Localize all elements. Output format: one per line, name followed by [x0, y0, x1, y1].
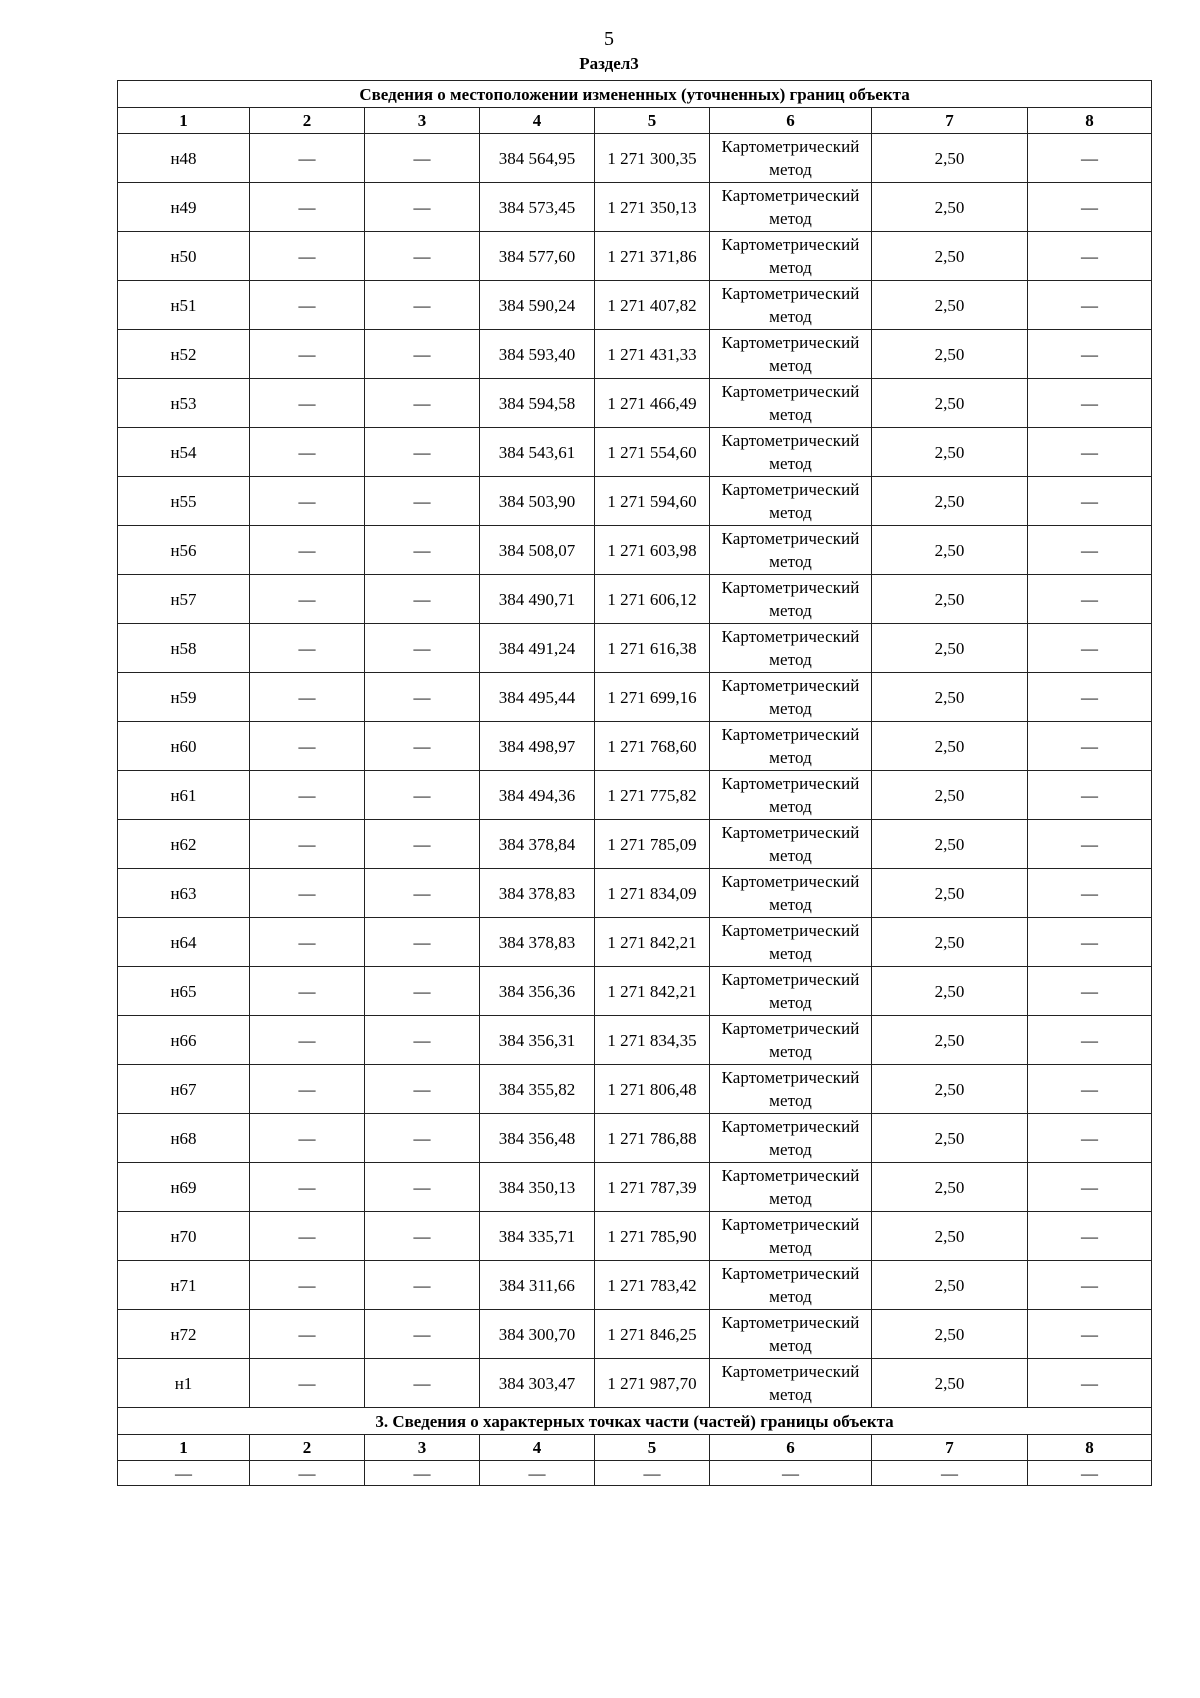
accuracy: 2,50 — [872, 232, 1028, 281]
point-id: н50 — [118, 232, 250, 281]
accuracy: 2,50 — [872, 1212, 1028, 1261]
x-coordinate: 384 491,24 — [480, 624, 595, 673]
y-coordinate: 1 271 785,90 — [595, 1212, 710, 1261]
point-id: н66 — [118, 1016, 250, 1065]
accuracy: 2,50 — [872, 134, 1028, 183]
boundary-table — [117, 80, 1152, 1486]
y-coordinate: 1 271 431,33 — [595, 330, 710, 379]
x-coordinate: 384 590,24 — [480, 281, 595, 330]
col8-value: — — [1028, 820, 1152, 869]
method: Картометрический метод — [710, 575, 872, 624]
y-coordinate: 1 271 787,39 — [595, 1163, 710, 1212]
method: Картометрический метод — [710, 134, 872, 183]
table-row — [118, 526, 1152, 575]
table-row — [118, 624, 1152, 673]
col8-value: — — [1028, 1114, 1152, 1163]
col3-value: — — [365, 1016, 480, 1065]
accuracy: 2,50 — [872, 771, 1028, 820]
col8-value: — — [1028, 771, 1152, 820]
point-id: н1 — [118, 1359, 250, 1408]
col2-value: — — [250, 624, 365, 673]
parts-column-number-5: 5 — [595, 1435, 710, 1461]
col3-value: — — [365, 575, 480, 624]
x-coordinate: 384 494,36 — [480, 771, 595, 820]
col2-value: — — [250, 330, 365, 379]
point-id: н52 — [118, 330, 250, 379]
x-coordinate: 384 356,48 — [480, 1114, 595, 1163]
col2-value: — — [250, 1261, 365, 1310]
col8-value: — — [1028, 869, 1152, 918]
y-coordinate: 1 271 350,13 — [595, 183, 710, 232]
col2-value: — — [250, 1310, 365, 1359]
y-coordinate: 1 271 699,16 — [595, 673, 710, 722]
table-row — [118, 428, 1152, 477]
x-coordinate: 384 508,07 — [480, 526, 595, 575]
y-coordinate: 1 271 834,35 — [595, 1016, 710, 1065]
method: Картометрический метод — [710, 1065, 872, 1114]
col8-value: — — [1028, 1016, 1152, 1065]
col2-value: — — [250, 575, 365, 624]
accuracy: 2,50 — [872, 1261, 1028, 1310]
x-coordinate: 384 355,82 — [480, 1065, 595, 1114]
col3-value: — — [365, 624, 480, 673]
method: Картометрический метод — [710, 232, 872, 281]
accuracy: 2,50 — [872, 820, 1028, 869]
method: Картометрический метод — [710, 1016, 872, 1065]
parts-column-number-6: 6 — [710, 1435, 872, 1461]
y-coordinate: 1 271 786,88 — [595, 1114, 710, 1163]
x-coordinate: 384 564,95 — [480, 134, 595, 183]
point-id: н55 — [118, 477, 250, 526]
y-coordinate: 1 271 371,86 — [595, 232, 710, 281]
method: Картометрический метод — [710, 820, 872, 869]
x-coordinate: 384 350,13 — [480, 1163, 595, 1212]
section-title: Раздел3 — [579, 54, 639, 73]
col8-value: — — [1028, 1359, 1152, 1408]
x-coordinate: 384 573,45 — [480, 183, 595, 232]
accuracy: 2,50 — [872, 281, 1028, 330]
col2-value: — — [250, 673, 365, 722]
col3-value: — — [365, 526, 480, 575]
column-number-6: 6 — [710, 108, 872, 134]
point-id: н68 — [118, 1114, 250, 1163]
method: Картометрический метод — [710, 526, 872, 575]
col8-value: — — [1028, 526, 1152, 575]
method: Картометрический метод — [710, 624, 872, 673]
column-number-5: 5 — [595, 108, 710, 134]
parts-column-numbers-row — [118, 1435, 1152, 1461]
col3-value: — — [365, 1065, 480, 1114]
col2-value: — — [250, 967, 365, 1016]
point-id: н49 — [118, 183, 250, 232]
col2-value: — — [250, 1065, 365, 1114]
col2-value: — — [250, 869, 365, 918]
x-coordinate: 384 300,70 — [480, 1310, 595, 1359]
method: Картометрический метод — [710, 428, 872, 477]
point-id: н48 — [118, 134, 250, 183]
table-row — [118, 918, 1152, 967]
point-id: н60 — [118, 722, 250, 771]
col2-value: — — [250, 918, 365, 967]
table-row — [118, 722, 1152, 771]
col8-value: — — [1028, 330, 1152, 379]
method: Картометрический метод — [710, 1114, 872, 1163]
method: Картометрический метод — [710, 673, 872, 722]
col3-value: — — [365, 722, 480, 771]
col3-value: — — [365, 967, 480, 1016]
point-id: н57 — [118, 575, 250, 624]
table-row — [118, 1212, 1152, 1261]
accuracy: 2,50 — [872, 379, 1028, 428]
page-number: 5 — [604, 28, 614, 50]
point-id: н58 — [118, 624, 250, 673]
x-coordinate: 384 311,66 — [480, 1261, 595, 1310]
point-id: н56 — [118, 526, 250, 575]
parts-caption-row — [118, 1408, 1152, 1435]
accuracy: 2,50 — [872, 1310, 1028, 1359]
table-row — [118, 1163, 1152, 1212]
accuracy: 2,50 — [872, 1163, 1028, 1212]
point-id: н59 — [118, 673, 250, 722]
parts-empty-row — [118, 1461, 1152, 1486]
col8-value: — — [1028, 673, 1152, 722]
col8-value: — — [1028, 281, 1152, 330]
accuracy: 2,50 — [872, 330, 1028, 379]
method: Картометрический метод — [710, 183, 872, 232]
point-id: н51 — [118, 281, 250, 330]
y-coordinate: 1 271 407,82 — [595, 281, 710, 330]
x-coordinate: 384 335,71 — [480, 1212, 595, 1261]
col2-value: — — [250, 771, 365, 820]
col8-value: — — [1028, 967, 1152, 1016]
col8-value: — — [1028, 722, 1152, 771]
accuracy: 2,50 — [872, 1359, 1028, 1408]
x-coordinate: 384 378,83 — [480, 918, 595, 967]
method: Картометрический метод — [710, 330, 872, 379]
point-id: н54 — [118, 428, 250, 477]
col8-value: — — [1028, 624, 1152, 673]
parts-column-number-2: 2 — [250, 1435, 365, 1461]
point-id: н71 — [118, 1261, 250, 1310]
accuracy: 2,50 — [872, 526, 1028, 575]
table-row — [118, 967, 1152, 1016]
col2-value: — — [250, 232, 365, 281]
col3-value: — — [365, 1212, 480, 1261]
table-row — [118, 232, 1152, 281]
column-number-1: 1 — [118, 108, 250, 134]
col8-value: — — [1028, 232, 1152, 281]
y-coordinate: 1 271 466,49 — [595, 379, 710, 428]
col3-value: — — [365, 428, 480, 477]
col3-value: — — [365, 281, 480, 330]
col8-value: — — [1028, 1163, 1152, 1212]
col2-value: — — [250, 134, 365, 183]
column-number-3: 3 — [365, 108, 480, 134]
table-row — [118, 820, 1152, 869]
x-coordinate: 384 495,44 — [480, 673, 595, 722]
parts-column-number-3: 3 — [365, 1435, 480, 1461]
accuracy: 2,50 — [872, 918, 1028, 967]
col3-value: — — [365, 820, 480, 869]
col2-value: — — [250, 281, 365, 330]
col8-value: — — [1028, 1261, 1152, 1310]
y-coordinate: 1 271 785,09 — [595, 820, 710, 869]
accuracy: 2,50 — [872, 869, 1028, 918]
parts-empty-cell: — — [480, 1461, 595, 1486]
x-coordinate: 384 498,97 — [480, 722, 595, 771]
col3-value: — — [365, 232, 480, 281]
col8-value: — — [1028, 1212, 1152, 1261]
method: Картометрический метод — [710, 1310, 872, 1359]
method: Картометрический метод — [710, 918, 872, 967]
col3-value: — — [365, 477, 480, 526]
method: Картометрический метод — [710, 1212, 872, 1261]
col8-value: — — [1028, 1065, 1152, 1114]
column-number-2: 2 — [250, 108, 365, 134]
col8-value: — — [1028, 134, 1152, 183]
col8-value: — — [1028, 918, 1152, 967]
col2-value: — — [250, 1114, 365, 1163]
parts-column-number-7: 7 — [872, 1435, 1028, 1461]
column-numbers-row — [118, 108, 1152, 134]
parts-column-number-4: 4 — [480, 1435, 595, 1461]
method: Картометрический метод — [710, 1261, 872, 1310]
y-coordinate: 1 271 775,82 — [595, 771, 710, 820]
accuracy: 2,50 — [872, 183, 1028, 232]
col3-value: — — [365, 379, 480, 428]
method: Картометрический метод — [710, 771, 872, 820]
table-row — [118, 771, 1152, 820]
point-id: н67 — [118, 1065, 250, 1114]
point-id: н53 — [118, 379, 250, 428]
col3-value: — — [365, 134, 480, 183]
y-coordinate: 1 271 606,12 — [595, 575, 710, 624]
y-coordinate: 1 271 834,09 — [595, 869, 710, 918]
parts-column-number-1: 1 — [118, 1435, 250, 1461]
table-caption-row — [118, 81, 1152, 108]
y-coordinate: 1 271 768,60 — [595, 722, 710, 771]
column-number-4: 4 — [480, 108, 595, 134]
method: Картометрический метод — [710, 1163, 872, 1212]
accuracy: 2,50 — [872, 967, 1028, 1016]
point-id: н70 — [118, 1212, 250, 1261]
x-coordinate: 384 593,40 — [480, 330, 595, 379]
point-id: н63 — [118, 869, 250, 918]
point-id: н61 — [118, 771, 250, 820]
y-coordinate: 1 271 594,60 — [595, 477, 710, 526]
col2-value: — — [250, 1016, 365, 1065]
parts-empty-cell: — — [595, 1461, 710, 1486]
parts-empty-cell: — — [365, 1461, 480, 1486]
col3-value: — — [365, 1310, 480, 1359]
table-row — [118, 1065, 1152, 1114]
col2-value: — — [250, 379, 365, 428]
x-coordinate: 384 490,71 — [480, 575, 595, 624]
method: Картометрический метод — [710, 281, 872, 330]
col3-value: — — [365, 183, 480, 232]
x-coordinate: 384 378,83 — [480, 869, 595, 918]
table-row — [118, 183, 1152, 232]
col2-value: — — [250, 722, 365, 771]
method: Картометрический метод — [710, 967, 872, 1016]
table-row — [118, 330, 1152, 379]
col3-value: — — [365, 330, 480, 379]
table-row — [118, 1310, 1152, 1359]
accuracy: 2,50 — [872, 722, 1028, 771]
y-coordinate: 1 271 842,21 — [595, 967, 710, 1016]
col2-value: — — [250, 1212, 365, 1261]
col3-value: — — [365, 1163, 480, 1212]
x-coordinate: 384 543,61 — [480, 428, 595, 477]
accuracy: 2,50 — [872, 1065, 1028, 1114]
table-row — [118, 575, 1152, 624]
x-coordinate: 384 577,60 — [480, 232, 595, 281]
table-row — [118, 673, 1152, 722]
col8-value: — — [1028, 428, 1152, 477]
y-coordinate: 1 271 616,38 — [595, 624, 710, 673]
col2-value: — — [250, 477, 365, 526]
col2-value: — — [250, 428, 365, 477]
accuracy: 2,50 — [872, 624, 1028, 673]
method: Картометрический метод — [710, 1359, 872, 1408]
col8-value: — — [1028, 379, 1152, 428]
y-coordinate: 1 271 783,42 — [595, 1261, 710, 1310]
y-coordinate: 1 271 806,48 — [595, 1065, 710, 1114]
col2-value: — — [250, 183, 365, 232]
x-coordinate: 384 303,47 — [480, 1359, 595, 1408]
point-id: н69 — [118, 1163, 250, 1212]
table-caption: Сведения о местоположении измененных (уточненных) границ объекта — [118, 81, 1152, 108]
col3-value: — — [365, 869, 480, 918]
col8-value: — — [1028, 477, 1152, 526]
x-coordinate: 384 356,31 — [480, 1016, 595, 1065]
table-row — [118, 379, 1152, 428]
point-id: н62 — [118, 820, 250, 869]
col8-value: — — [1028, 1310, 1152, 1359]
column-number-7: 7 — [872, 108, 1028, 134]
table-row — [118, 134, 1152, 183]
accuracy: 2,50 — [872, 477, 1028, 526]
method: Картометрический метод — [710, 869, 872, 918]
x-coordinate: 384 594,58 — [480, 379, 595, 428]
table-row — [118, 1016, 1152, 1065]
parts-empty-cell: — — [872, 1461, 1028, 1486]
parts-table-caption: 3. Сведения о характерных точках части (частей) границы объекта — [118, 1408, 1152, 1435]
col3-value: — — [365, 1359, 480, 1408]
y-coordinate: 1 271 846,25 — [595, 1310, 710, 1359]
table-row — [118, 1261, 1152, 1310]
col2-value: — — [250, 1359, 365, 1408]
col3-value: — — [365, 673, 480, 722]
x-coordinate: 384 503,90 — [480, 477, 595, 526]
table-row — [118, 1359, 1152, 1408]
accuracy: 2,50 — [872, 575, 1028, 624]
method: Картометрический метод — [710, 722, 872, 771]
point-id: н65 — [118, 967, 250, 1016]
parts-empty-cell: — — [118, 1461, 250, 1486]
method: Картометрический метод — [710, 477, 872, 526]
y-coordinate: 1 271 842,21 — [595, 918, 710, 967]
col2-value: — — [250, 820, 365, 869]
table-row — [118, 477, 1152, 526]
x-coordinate: 384 378,84 — [480, 820, 595, 869]
y-coordinate: 1 271 554,60 — [595, 428, 710, 477]
accuracy: 2,50 — [872, 1016, 1028, 1065]
col8-value: — — [1028, 575, 1152, 624]
col2-value: — — [250, 526, 365, 575]
parts-empty-cell: — — [1028, 1461, 1152, 1486]
method: Картометрический метод — [710, 379, 872, 428]
parts-column-number-8: 8 — [1028, 1435, 1152, 1461]
y-coordinate: 1 271 603,98 — [595, 526, 710, 575]
point-id: н64 — [118, 918, 250, 967]
accuracy: 2,50 — [872, 673, 1028, 722]
y-coordinate: 1 271 987,70 — [595, 1359, 710, 1408]
y-coordinate: 1 271 300,35 — [595, 134, 710, 183]
x-coordinate: 384 356,36 — [480, 967, 595, 1016]
accuracy: 2,50 — [872, 1114, 1028, 1163]
table-row — [118, 869, 1152, 918]
table-row — [118, 1114, 1152, 1163]
col8-value: — — [1028, 183, 1152, 232]
column-number-8: 8 — [1028, 108, 1152, 134]
col3-value: — — [365, 918, 480, 967]
col3-value: — — [365, 1114, 480, 1163]
accuracy: 2,50 — [872, 428, 1028, 477]
point-id: н72 — [118, 1310, 250, 1359]
parts-empty-cell: — — [250, 1461, 365, 1486]
parts-empty-cell: — — [710, 1461, 872, 1486]
col2-value: — — [250, 1163, 365, 1212]
col3-value: — — [365, 1261, 480, 1310]
table-row — [118, 281, 1152, 330]
col3-value: — — [365, 771, 480, 820]
